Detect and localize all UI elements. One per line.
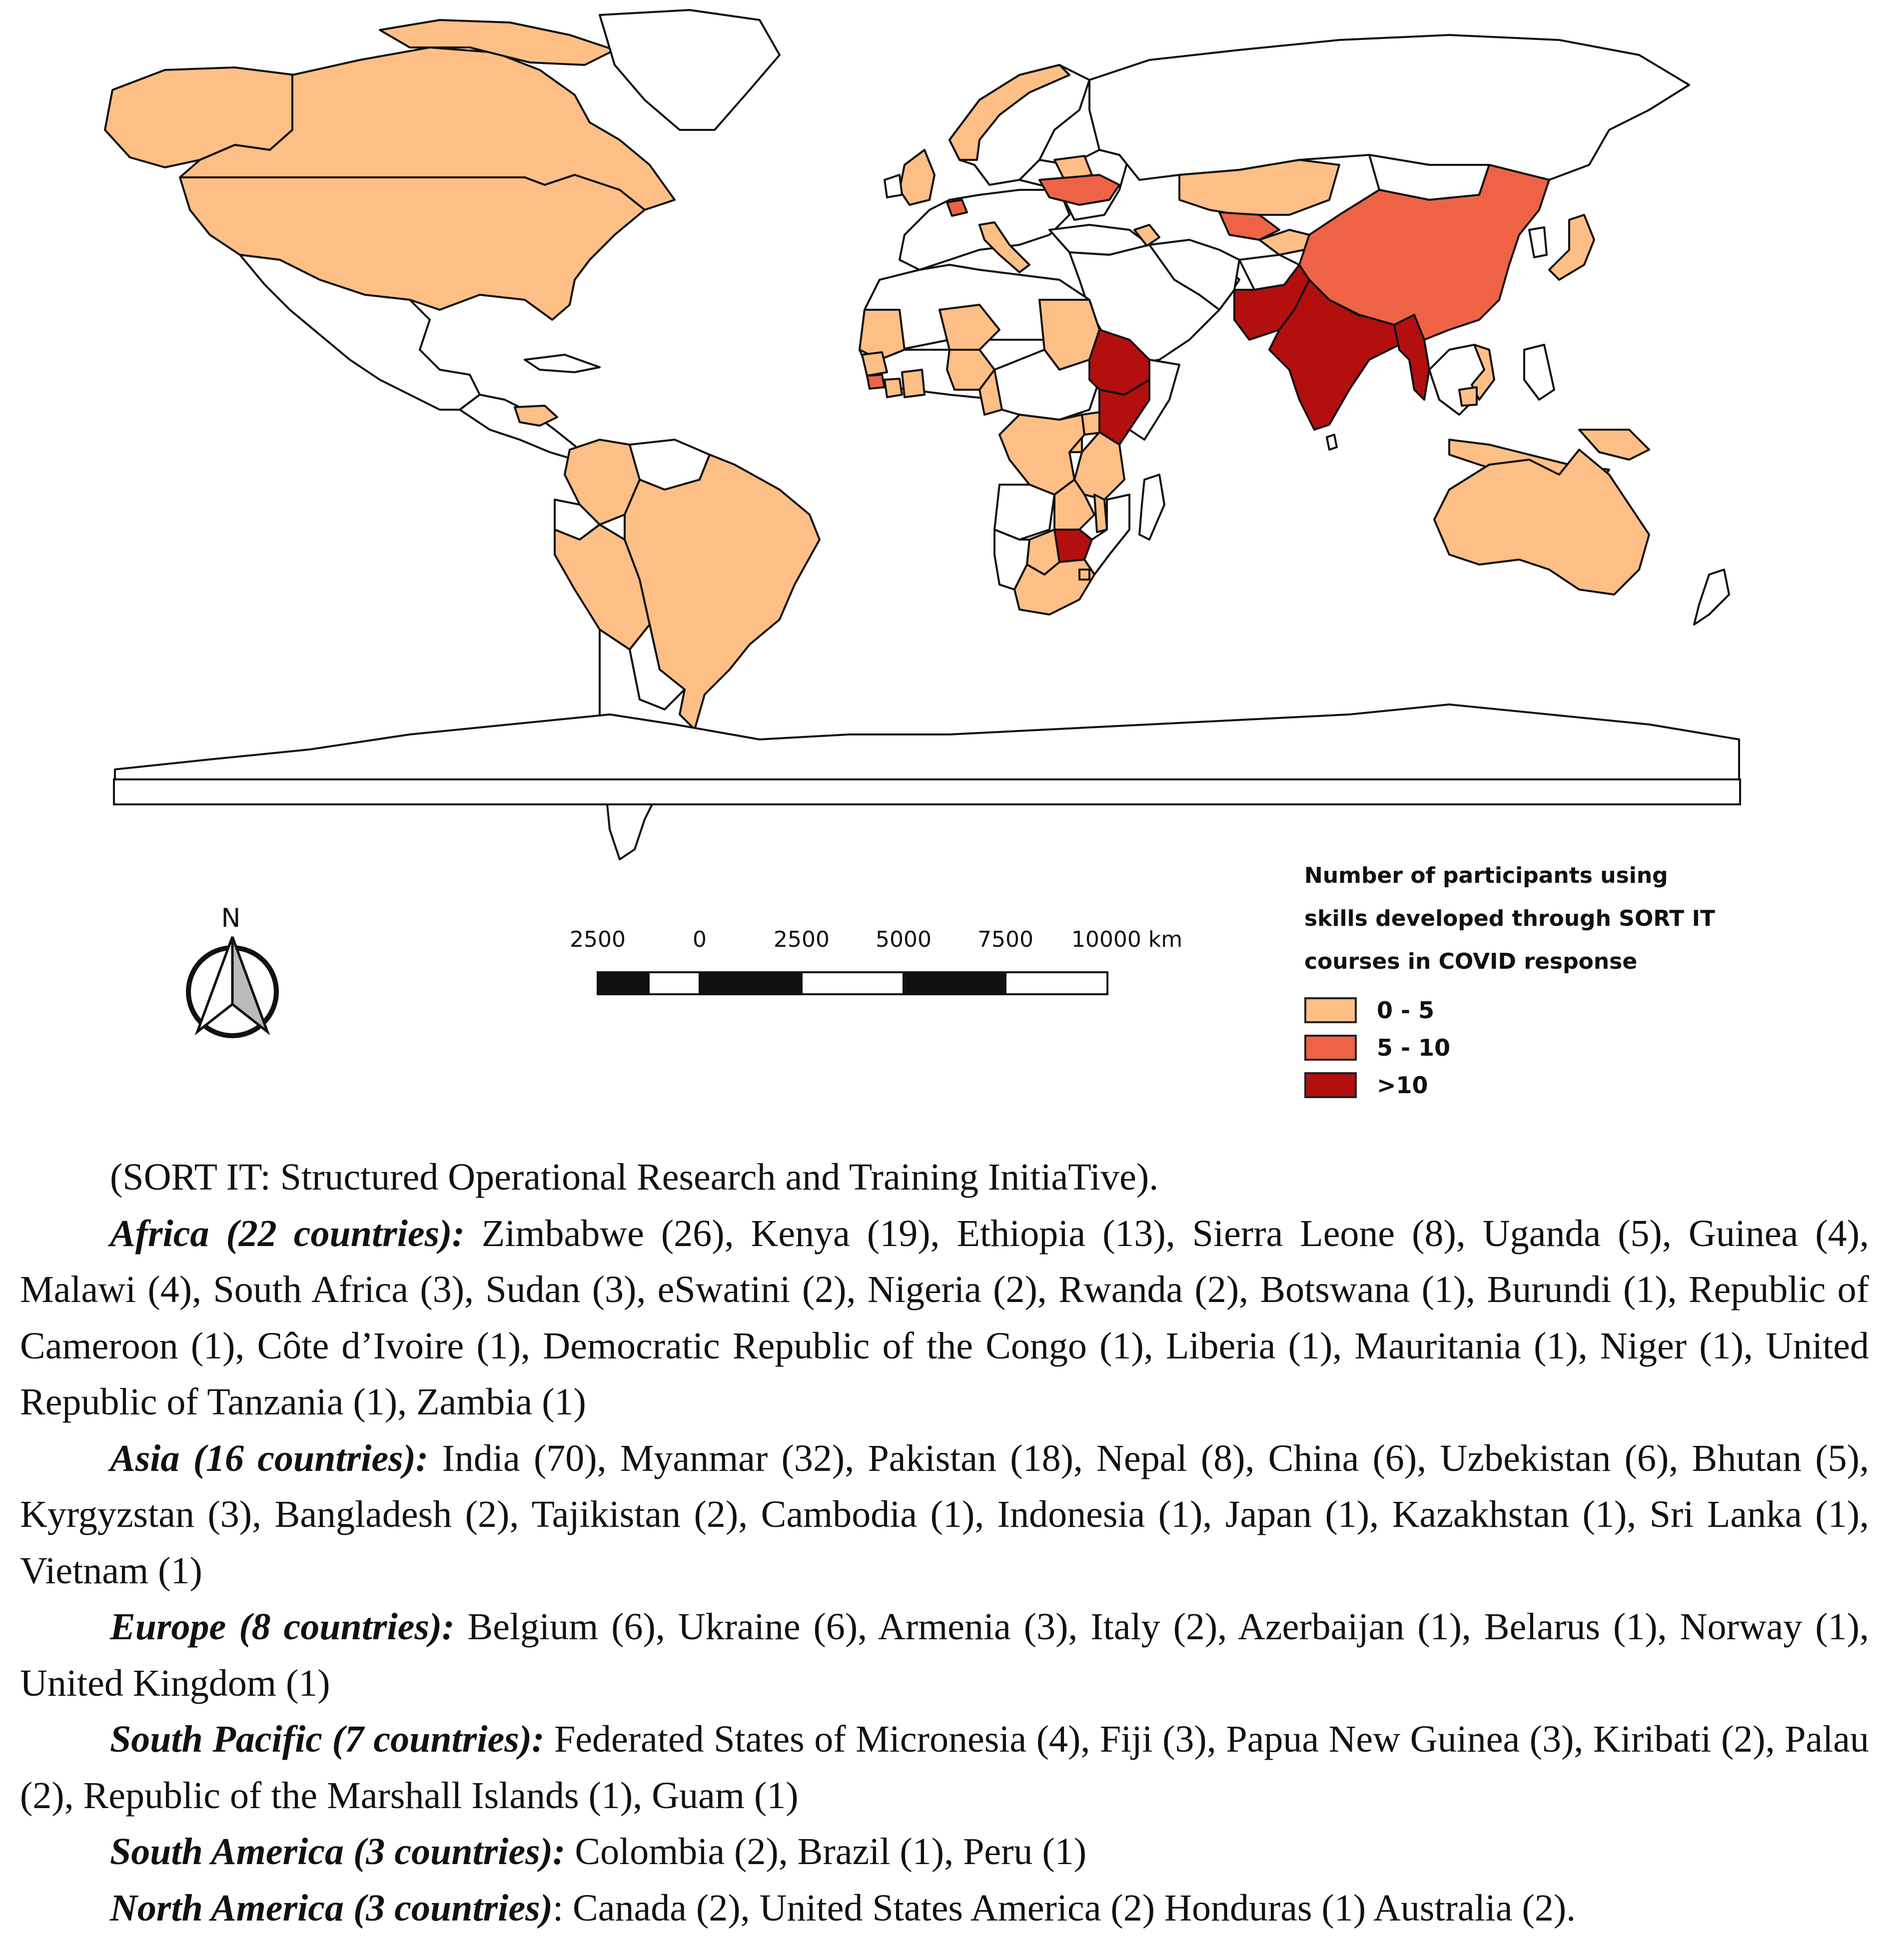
country-cote-divoire xyxy=(902,370,925,397)
region-label-europe: Europe (8 countries): xyxy=(110,1606,455,1648)
legend-swatch-mid xyxy=(1304,1035,1357,1061)
cuba xyxy=(525,355,600,372)
scale-bar xyxy=(598,972,1107,994)
legend-swatch-low xyxy=(1304,997,1357,1023)
country-eswatini xyxy=(1079,570,1089,580)
country-guinea xyxy=(862,352,887,376)
north-arrow xyxy=(188,903,276,1036)
legend-title-line-3: courses in COVID response xyxy=(1304,949,1638,974)
scale-label-4: 5000 xyxy=(876,927,932,952)
region-label-africa: Africa (22 countries): xyxy=(110,1212,465,1255)
legend xyxy=(1304,854,1854,983)
new-zealand xyxy=(1694,570,1729,625)
north-label: N xyxy=(221,903,241,933)
malaysia-philippines xyxy=(1524,345,1554,400)
caption-europe xyxy=(20,1599,1869,1711)
country-australia xyxy=(1434,450,1649,595)
region-text-north-america: : Canada (2), United States America (2) Honduras (1) Australia (2). xyxy=(553,1887,1576,1929)
country-sierra-leone xyxy=(867,375,885,389)
country-malawi xyxy=(1094,495,1107,532)
country-south-africa xyxy=(1014,560,1094,615)
map-frame-strip xyxy=(114,779,1740,804)
greenland xyxy=(600,10,780,130)
caption-asia xyxy=(20,1430,1869,1599)
country-sri-lanka xyxy=(1327,435,1337,450)
region-label-south-america: South America (3 countries): xyxy=(110,1831,566,1873)
region-text-south-pacific: Federated States of Micronesia (4), Fiji (3), Papua New Guinea (3), Kiribati (2), Palau (2), Republic of the Marshall Islands (1), Guam (1) xyxy=(20,1718,1870,1817)
legend-item-high xyxy=(1304,1072,1428,1099)
country-cambodia xyxy=(1459,387,1477,406)
caption-africa xyxy=(20,1206,1869,1430)
caption-north-america xyxy=(20,1880,1869,1937)
legend-item-low xyxy=(1304,997,1434,1024)
country-madagascar xyxy=(1139,475,1164,540)
country-angola xyxy=(994,485,1054,540)
antarctica xyxy=(115,704,1739,779)
country-japan xyxy=(1549,215,1594,280)
legend-label-low: 0 - 5 xyxy=(1377,997,1435,1024)
scale-label-6: 10000 km xyxy=(1071,927,1183,952)
country-papua-new-guinea xyxy=(1579,430,1649,460)
legend-label-high: >10 xyxy=(1377,1072,1428,1099)
legend-label-mid: 5 - 10 xyxy=(1377,1034,1451,1061)
korea xyxy=(1529,227,1547,257)
central-america xyxy=(460,395,580,460)
region-label-asia: Asia (16 countries): xyxy=(110,1437,429,1479)
scale-label-3: 2500 xyxy=(774,927,830,952)
region-text-europe: Belgium (6), Ukraine (6), Armenia (3), Italy (2), Azerbaijan (1), Belarus (1), Norway (1), United Kingdom (1) xyxy=(20,1606,1869,1704)
legend-item-mid xyxy=(1304,1034,1450,1061)
legend-title-line-2: skills developed through SORT IT xyxy=(1304,906,1715,931)
country-liberia xyxy=(885,379,902,397)
region-text-asia: India (70), Myanmar (32), Pakistan (18), Nepal (8), China (6), Uzbekistan (6), Bhutan (5), Kyrgyzstan (3), Bangladesh (2), Tajikistan (2), Cambodia (1), Indonesia (1), Japan (1), Kazakhstan (1), Sri Lanka (1), Vietnam (1) xyxy=(20,1437,1869,1592)
caption-south-america xyxy=(20,1824,1869,1880)
region-label-south-pacific: South Pacific (7 countries): xyxy=(110,1718,545,1760)
country-united-kingdom xyxy=(900,150,935,205)
figure-caption xyxy=(20,1149,1869,1936)
caption-intro: (SORT IT: Structured Operational Research and Training InitiaTive). xyxy=(110,1156,1159,1198)
caption-south-pacific xyxy=(20,1711,1869,1824)
country-ireland xyxy=(885,175,902,197)
country-usa xyxy=(180,175,645,320)
legend-swatch-high xyxy=(1304,1072,1357,1098)
region-text-south-america: Colombia (2), Brazil (1), Peru (1) xyxy=(565,1831,1086,1873)
country-honduras xyxy=(515,406,557,426)
legend-title-line-1: Number of participants using xyxy=(1304,863,1668,888)
scale-label-2: 0 xyxy=(693,927,707,952)
scale-label-1: 2500 xyxy=(570,927,626,952)
scale-label-5: 7500 xyxy=(977,927,1033,952)
region-label-north-america: North America (3 countries) xyxy=(110,1887,553,1929)
region-text-africa: Zimbabwe (26), Kenya (19), Ethiopia (13), Sierra Leone (8), Uganda (5), Guinea (4), Malawi (4), South Africa (3), Sudan (3), eSwatini (2), Nigeria (2), Rwanda (2), Botswana (1), Burundi (1), Republic of Cameroon (1), Côte d’Ivoire (1), Democratic Republic of the Congo (1), Liberia (1), Mauritania (1), Niger (1), United Republic of Tanzania (1), Zambia (1) xyxy=(20,1212,1869,1423)
